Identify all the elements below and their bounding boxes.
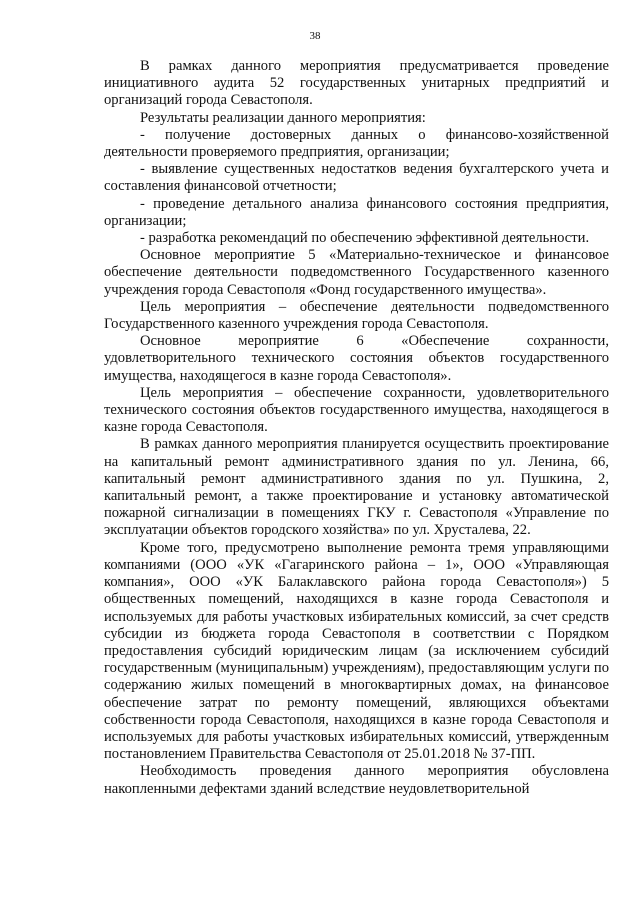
paragraph: В рамках данного мероприятия предусматривается проведение инициативного аудита 52 государственных унитарных предприятий и организаций города Севастополя. [104,58,609,109]
paragraph: Результаты реализации данного мероприятия: [140,109,426,126]
list-item: - проведение детального анализа финансового состояния предприятия, организации; [104,195,609,229]
paragraph: Необходимость проведения данного мероприятия обусловлена накопленными дефектами зданий вследствие неудовлетворительной [104,763,609,797]
list-item: - выявление существенных недостатков ведения бухгалтерского учета и составления финансовой отчетности; [104,161,609,195]
paragraph: Основное мероприятие 5 «Материально-техническое и финансовое обеспечение деятельности подведомственного Государственного казенного учреждения города Севастополя «Фонд государственного имущества». [104,247,609,298]
paragraph: Цель мероприятия – обеспечение деятельности подведомственного Государственного казенного учреждения города Севастополя. [104,298,609,333]
document-body [104,58,609,798]
paragraph: Кроме того, предусмотрено выполнение ремонта тремя управляющими компаниями (ООО «УК «Гагаринского района – 1», ООО «Управляющая компания», ООО «УК Балаклавского района города Севастополя») 5 общественных помещений, находящихся в казне города Севастополя и используемых для работы участковых избирательных комиссий, за счет средств субсидии из бюджета города Севастополя в соответствии с Порядком предоставления субсидий юридическим лицам (за исключением субсидий государственным (муниципальным) учреждениям), предоставляющим услуги по содержанию жилых помещений в многоквартирных домах, на финансовое обеспечение затрат по ремонту помещений, являющихся объектами собственности города Севастополя, находящихся в казне города Севастополя и используемых для работы участковых избирательных комиссий, утвержденным постановлением Правительства Севастополя от 25.01.2018 № 37-ПП. [104,539,609,763]
paragraph: Основное мероприятие 6 «Обеспечение сохранности, удовлетворительного технического состояния объектов государственного имущества, находящегося в казне города Севастополя». [104,333,609,384]
paragraph: Цель мероприятия – обеспечение сохранности, удовлетворительного технического состояния объектов государственного имущества, находящегося в казне города Севастополя. [104,384,609,436]
list-item: - получение достоверных данных о финансово-хозяйственной деятельности проверяемого предприятия, организации; [104,126,609,161]
page-number: 38 [309,30,321,42]
list-item: - разработка рекомендаций по обеспечению эффективной деятельности. [140,230,590,247]
paragraph: В рамках данного мероприятия планируется осуществить проектирование на капитальный ремонт административного здания по ул. Ленина, 66, капитальный ремонт административного здания по ул. Пушкина, 2, капитальный ремонт, а также проектирование и установку автоматической пожарной сигнализации в помещениях ГКУ г. Севастополя «Управление по эксплуатации объектов городского хозяйства» по ул. Хрусталева, 22. [104,436,609,539]
